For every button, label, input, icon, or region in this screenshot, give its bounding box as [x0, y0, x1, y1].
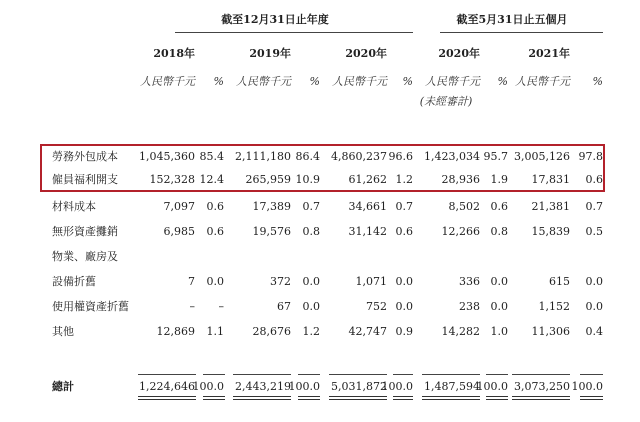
- percent-cell: 0.6: [206, 225, 224, 238]
- total-top-rule: [422, 374, 480, 375]
- percent-cell: 0.0: [395, 275, 413, 288]
- total-amount-cell: 5,031,872: [331, 380, 387, 393]
- amount-cell: 265,959: [245, 173, 291, 186]
- row-label: 物業、廠房及: [52, 250, 118, 263]
- total-percent-cell: 100.0: [288, 380, 320, 393]
- period-annual-header: 截至12月31日止年度: [221, 13, 329, 26]
- amount-cell: 6,985: [163, 225, 195, 238]
- percent-cell: 1.9: [490, 173, 508, 186]
- percent-cell: 0.7: [302, 200, 320, 213]
- total-top-rule: [298, 374, 320, 375]
- percent-cell: 0.8: [302, 225, 320, 238]
- pct-label: %: [592, 75, 603, 88]
- total-double-rule: [580, 396, 603, 400]
- amount-cell: 14,282: [441, 325, 480, 338]
- total-top-rule: [512, 374, 570, 375]
- period-five-months-header: 截至5月31日止五個月: [456, 13, 568, 26]
- percent-cell: 1.0: [490, 325, 508, 338]
- pct-label: %: [402, 75, 413, 88]
- row-label: 使用權資產折舊: [52, 300, 129, 313]
- percent-cell: 0.0: [302, 275, 320, 288]
- percent-cell: 12.4: [199, 173, 224, 186]
- total-amount-cell: 1,224,646: [139, 380, 195, 393]
- year-header-2020-ytd: 2020年: [438, 47, 480, 60]
- total-top-rule: [329, 374, 387, 375]
- percent-cell: 0.5: [585, 225, 603, 238]
- amount-cell: 17,389: [252, 200, 291, 213]
- percent-cell: 0.6: [395, 225, 413, 238]
- pct-label: %: [309, 75, 320, 88]
- amount-cell: 28,936: [441, 173, 480, 186]
- pct-label: %: [213, 75, 224, 88]
- percent-cell: 0.0: [585, 300, 603, 313]
- unit-label: 人民幣千元: [140, 75, 195, 88]
- amount-cell: 7: [188, 275, 195, 288]
- amount-cell: 1,071: [355, 275, 387, 288]
- total-percent-cell: 100.0: [381, 380, 413, 393]
- amount-cell: 11,306: [531, 325, 570, 338]
- unit-label: 人民幣千元: [425, 75, 480, 88]
- unaudited-note: (未經審計): [419, 95, 473, 108]
- year-header-2019: 2019年: [249, 47, 291, 60]
- percent-cell: 10.9: [295, 173, 320, 186]
- year-header-2020: 2020年: [345, 47, 387, 60]
- total-double-rule: [422, 396, 480, 400]
- total-amount-cell: 3,073,250: [514, 380, 570, 393]
- amount-cell: 34,661: [348, 200, 387, 213]
- total-percent-cell: 100.0: [476, 380, 508, 393]
- amount-cell: 152,328: [149, 173, 195, 186]
- total-label: 總計: [52, 380, 74, 393]
- total-double-rule: [203, 396, 225, 400]
- amount-cell: 2,111,180: [235, 150, 291, 163]
- total-amount-cell: 2,443,219: [235, 380, 291, 393]
- percent-cell: 95.7: [483, 150, 508, 163]
- amount-cell: 67: [277, 300, 291, 313]
- amount-cell: 12,869: [156, 325, 195, 338]
- amount-cell: 17,831: [531, 173, 570, 186]
- percent-cell: 0.6: [585, 173, 603, 186]
- amount-cell: 28,676: [252, 325, 291, 338]
- total-top-rule: [580, 374, 603, 375]
- row-label: 設備折舊: [52, 275, 96, 288]
- percent-cell: 0.7: [585, 200, 603, 213]
- row-label: 僱員福利開支: [52, 173, 118, 186]
- percent-cell: 0.8: [490, 225, 508, 238]
- total-double-rule: [298, 396, 320, 400]
- amount-cell: 4,860,237: [331, 150, 387, 163]
- amount-cell: 238: [459, 300, 480, 313]
- amount-cell: 752: [366, 300, 387, 313]
- amount-cell: 61,262: [348, 173, 387, 186]
- total-percent-cell: 100.0: [571, 380, 603, 393]
- total-top-rule: [486, 374, 508, 375]
- total-top-rule: [233, 374, 291, 375]
- amount-cell: –: [189, 300, 195, 313]
- total-amount-cell: 1,487,594: [424, 380, 480, 393]
- percent-cell: 0.0: [302, 300, 320, 313]
- total-double-rule: [138, 396, 196, 400]
- unit-label: 人民幣千元: [236, 75, 291, 88]
- percent-cell: 96.6: [388, 150, 413, 163]
- percent-cell: 0.0: [490, 275, 508, 288]
- amount-cell: 3,005,126: [514, 150, 570, 163]
- amount-cell: 7,097: [163, 200, 195, 213]
- percent-cell: –: [218, 300, 224, 313]
- total-top-rule: [138, 374, 196, 375]
- percent-cell: 97.8: [578, 150, 603, 163]
- amount-cell: 42,747: [348, 325, 387, 338]
- percent-cell: 0.7: [395, 200, 413, 213]
- unit-label: 人民幣千元: [332, 75, 387, 88]
- percent-cell: 0.6: [206, 200, 224, 213]
- total-top-rule: [393, 374, 413, 375]
- amount-cell: 15,839: [531, 225, 570, 238]
- percent-cell: 0.6: [490, 200, 508, 213]
- year-header-2021-ytd: 2021年: [528, 47, 570, 60]
- unit-label: 人民幣千元: [515, 75, 570, 88]
- row-label: 其他: [52, 325, 74, 338]
- total-double-rule: [233, 396, 291, 400]
- row-label: 勞務外包成本: [52, 150, 118, 163]
- percent-cell: 0.0: [490, 300, 508, 313]
- percent-cell: 1.1: [206, 325, 224, 338]
- amount-cell: 1,423,034: [424, 150, 480, 163]
- period-annual-underline: [175, 32, 413, 33]
- percent-cell: 0.0: [206, 275, 224, 288]
- row-label: 無形資產攤銷: [52, 225, 118, 238]
- amount-cell: 31,142: [348, 225, 387, 238]
- total-top-rule: [203, 374, 225, 375]
- percent-cell: 85.4: [199, 150, 224, 163]
- total-double-rule: [393, 396, 413, 400]
- total-double-rule: [486, 396, 508, 400]
- amount-cell: 1,045,360: [139, 150, 195, 163]
- percent-cell: 0.9: [395, 325, 413, 338]
- amount-cell: 1,152: [538, 300, 570, 313]
- amount-cell: 19,576: [252, 225, 291, 238]
- amount-cell: 615: [549, 275, 570, 288]
- amount-cell: 372: [270, 275, 291, 288]
- percent-cell: 86.4: [295, 150, 320, 163]
- amount-cell: 8,502: [448, 200, 480, 213]
- amount-cell: 12,266: [441, 225, 480, 238]
- total-double-rule: [329, 396, 387, 400]
- total-double-rule: [512, 396, 570, 400]
- percent-cell: 0.0: [585, 275, 603, 288]
- period-five-months-underline: [440, 32, 603, 33]
- year-header-2018: 2018年: [153, 47, 195, 60]
- percent-cell: 0.0: [395, 300, 413, 313]
- percent-cell: 1.2: [302, 325, 320, 338]
- total-percent-cell: 100.0: [192, 380, 224, 393]
- amount-cell: 336: [459, 275, 480, 288]
- percent-cell: 1.2: [395, 173, 413, 186]
- amount-cell: 21,381: [531, 200, 570, 213]
- pct-label: %: [497, 75, 508, 88]
- row-label: 材料成本: [52, 200, 96, 213]
- percent-cell: 0.4: [585, 325, 603, 338]
